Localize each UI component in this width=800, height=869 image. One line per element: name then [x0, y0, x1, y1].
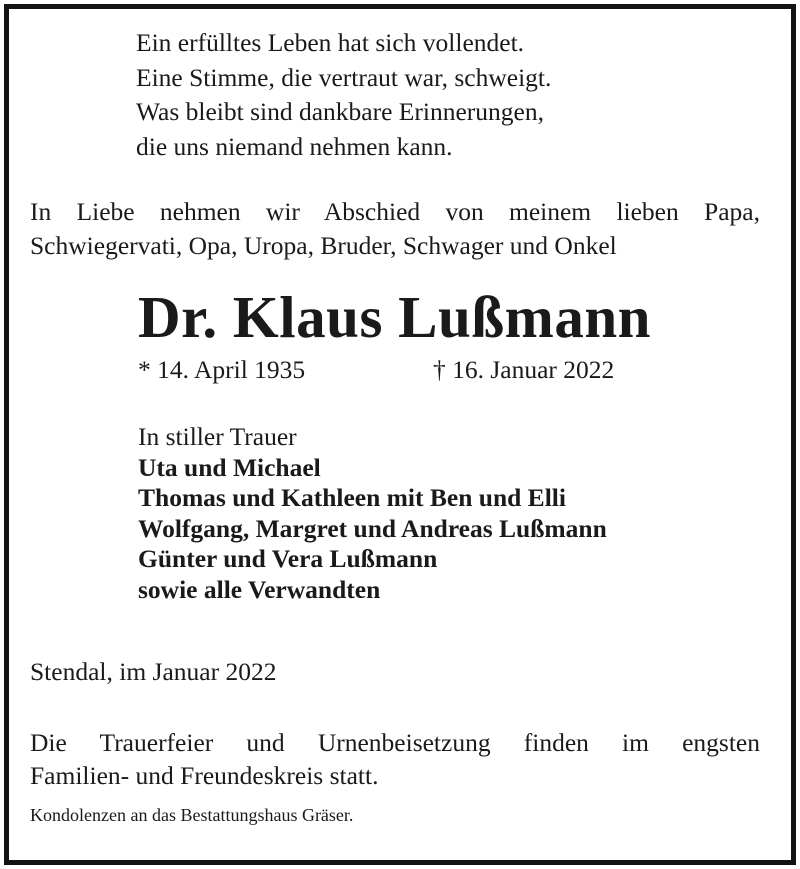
intro-line: In Liebe nehmen wir Abschied von meinem lieben Papa,	[30, 197, 760, 226]
place-and-date: Stendal, im Januar 2022	[30, 657, 277, 686]
mourners-block	[138, 422, 607, 605]
mourner-line: sowie alle Verwandten	[138, 574, 381, 604]
poem-line: die uns niemand nehmen kann.	[136, 131, 453, 161]
condolences-note: Kondolenzen an das Bestattungshaus Gräser.	[30, 805, 354, 825]
ceremony-notice	[30, 726, 760, 792]
ceremony-line: Familien- und Freundeskreis statt.	[30, 761, 379, 790]
mourner-line: Uta und Michael	[138, 452, 321, 482]
intro-line: Schwiegervati, Opa, Uropa, Bruder, Schwager und Onkel	[30, 231, 617, 260]
ceremony-line: Die Trauerfeier und Urnenbeisetzung finden im engsten	[30, 728, 760, 757]
death-date: † 16. Januar 2022	[433, 355, 615, 384]
mourner-line: Wolfgang, Margret und Andreas Lußmann	[138, 513, 607, 543]
mourner-line: Günter und Vera Lußmann	[138, 544, 438, 573]
mourner-line: Thomas und Kathleen mit Ben und Elli	[138, 483, 566, 512]
mourning-lead: In stiller Trauer	[138, 422, 297, 451]
birth-date: * 14. April 1935	[138, 355, 306, 384]
poem-line: Was bleibt sind dankbare Erinnerungen,	[136, 97, 544, 126]
poem-line: Eine Stimme, die vertraut war, schweigt.	[136, 62, 552, 92]
memorial-poem	[136, 26, 551, 164]
deceased-name: Dr. Klaus Lußmann	[138, 284, 651, 350]
poem-line: Ein erfülltes Leben hat sich vollendet.	[136, 28, 525, 57]
farewell-intro	[30, 195, 760, 263]
